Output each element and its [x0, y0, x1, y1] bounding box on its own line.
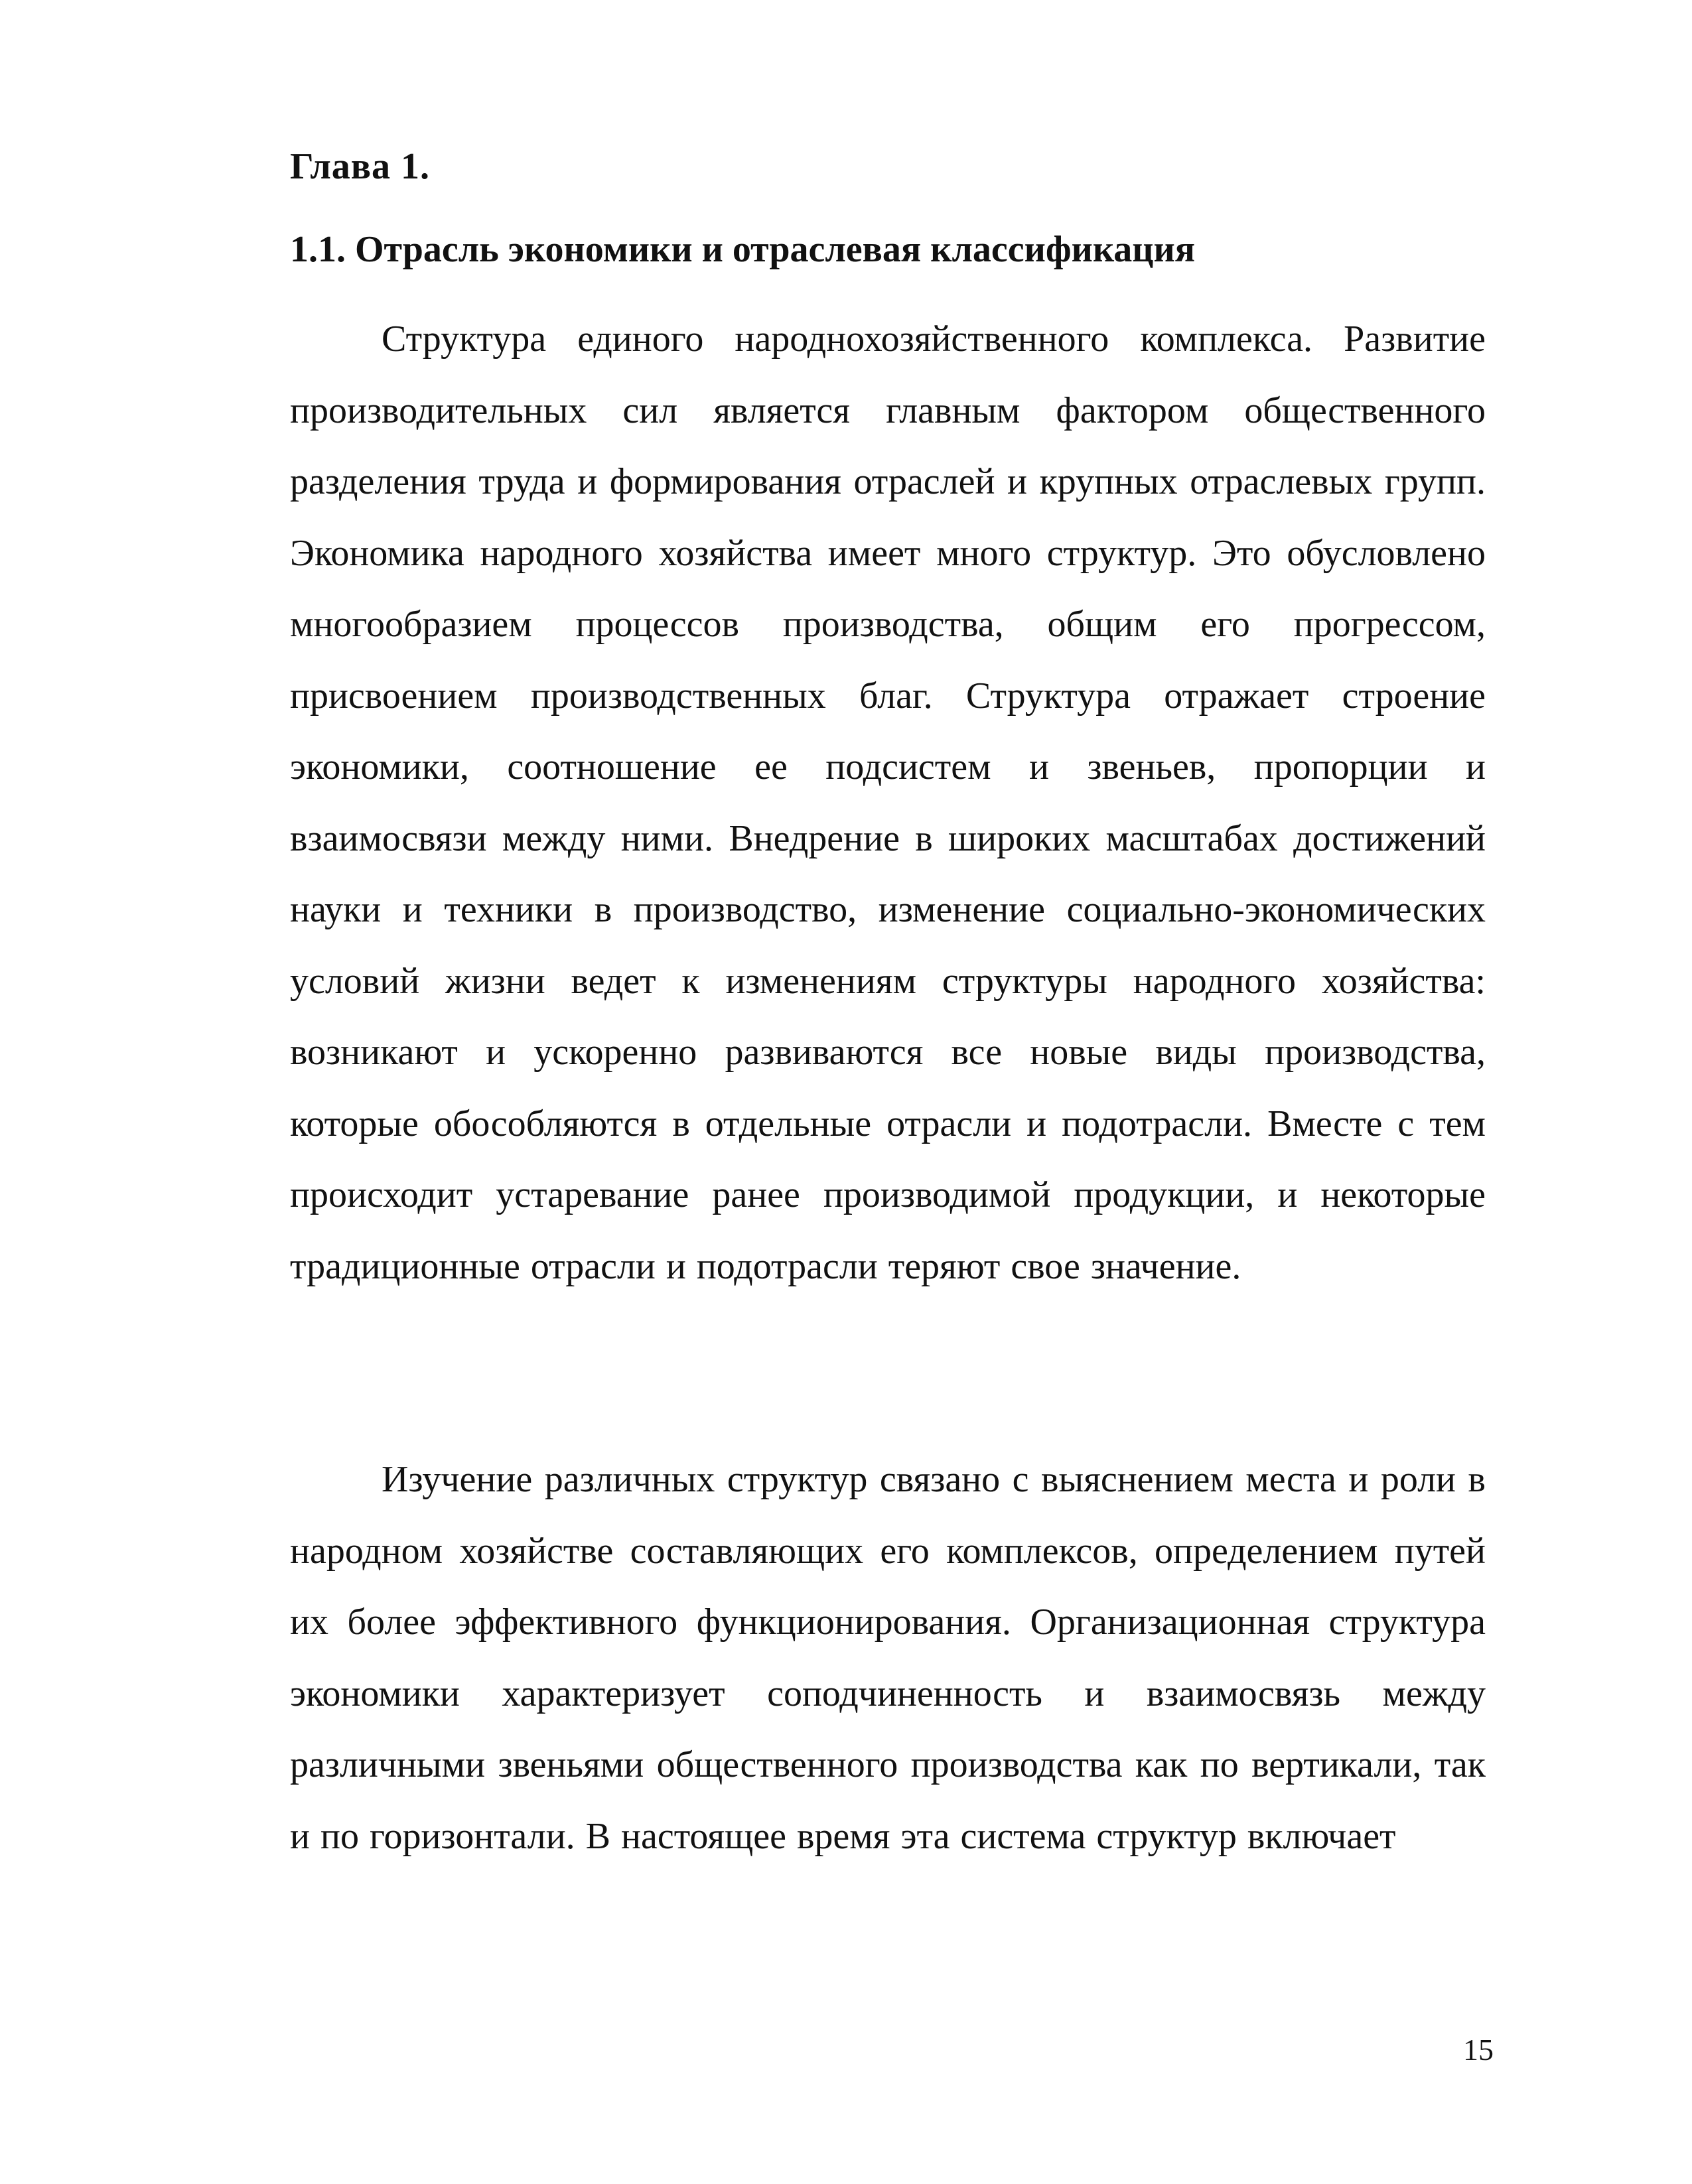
page-number: 15 [1463, 2033, 1494, 2067]
section-title: 1.1. Отрасль экономики и отраслевая классификация [290, 229, 1196, 270]
body-paragraph: Изучение различных структур связано с выяснением места и роли в народном хозяйстве составляющих его комплексов, определением путей их более эффективного функционирования. Организационная структура экономики характеризует соподчиненность и взаимосвязь между различными звеньями общественного производства как по вертикали, так и по горизонтали. В настоящее время эта система структур включает [290, 1459, 1486, 1857]
chapter-title: Глава 1. [290, 146, 430, 187]
body-paragraph: Структура единого народнохозяйственного комплекса. Развитие производительных сил является главным фактором общественного разделения труда и формирования отраслей и крупных отраслевых групп. Экономика народного хозяйства имеет много структур. Это обусловлено многообразием процессов производства, общим его прогрессом, присвоением производственных благ. Структура отражает строение экономики, соотношение ее подсистем и звеньев, пропорции и взаимосвязи между ними. Внедрение в широких масштабах достижений науки и техники в производство, изменение социально-экономических условий жизни ведет к изменениям структуры народного хозяйства: возникают и ускоренно развиваются все новые виды производства, которые обособляются в отдельные отрасли и подотрасли. Вместе с тем происходит устаревание ранее производимой продукции, и некоторые традиционные отрасли и подотрасли теряют свое значение. [290, 318, 1486, 1287]
